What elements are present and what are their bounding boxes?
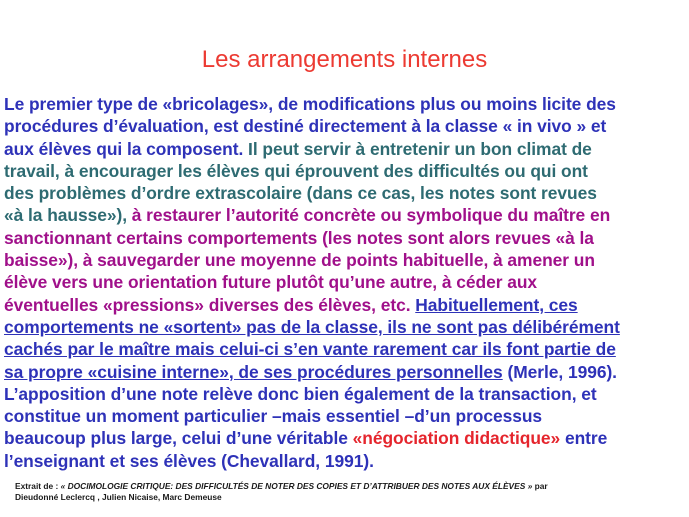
- body-line: [4, 338, 688, 360]
- text-segment: L’apposition d’une note relève donc bien également de la transaction, et: [4, 383, 597, 404]
- body-line: [4, 405, 688, 427]
- citation-par: par: [532, 481, 548, 491]
- text-segment: élève vers une orientation future plutôt qu’une autre, à céder aux: [4, 272, 538, 293]
- citation-line-1: [15, 481, 675, 492]
- body-line: [4, 160, 688, 182]
- text-segment: travail, à encourager les élèves qui éprouvent des difficultés ou qui ont: [4, 160, 588, 181]
- text-segment: «négociation didactique»: [352, 428, 561, 449]
- body-line: [4, 249, 688, 271]
- text-segment: Il peut servir à entretenir un bon climat de: [248, 138, 592, 159]
- text-segment: sanctionnant certains comportements (les notes sont alors revues «à la: [4, 227, 594, 248]
- text-segment: sa propre «cuisine interne», de ses procédures personnelles: [4, 361, 503, 382]
- text-segment: beaucoup plus large, celui d’une véritable: [4, 428, 353, 449]
- citation-source-title: « DOCIMOLOGIE CRITIQUE: DES DIFFICULTÉS DE NOTER DES COPIES ET D’ATTRIBUER DES NOTES AUX ÉLÈVES »: [60, 481, 533, 491]
- body-line: [4, 271, 688, 293]
- body-line: [4, 204, 688, 226]
- text-segment: l’enseignant et ses élèves (Chevallard, 1991).: [4, 450, 374, 471]
- text-segment: des problèmes d’ordre extrascolaire (dans ce cas, les notes sont revues: [4, 183, 597, 204]
- text-segment: (Merle, 1996).: [502, 361, 617, 382]
- citation-authors: Dieudonné Leclercq , Julien Nicaise, Marc Demeuse: [15, 492, 222, 502]
- citation-extract-label: Extrait de :: [15, 481, 61, 491]
- text-segment: constitue un moment particulier –mais essentiel –d’un processus: [4, 406, 543, 427]
- body-line: [4, 227, 688, 249]
- slide-title: Les arrangements internes: [201, 46, 488, 73]
- text-segment: à restaurer l’autorité concrète ou symbolique du maître en: [131, 205, 611, 226]
- text-segment: Habituellement, ces: [415, 294, 578, 315]
- body-line: [4, 316, 688, 338]
- text-segment: Le premier type de «bricolages», de modifications plus ou moins licite des: [4, 94, 616, 114]
- text-segment: cachés par le maître mais celui-ci s’en vante rarement car ils font partie de: [4, 339, 616, 360]
- body-line: [4, 294, 688, 316]
- text-segment: «à la hausse»),: [4, 205, 132, 226]
- body-line: [4, 93, 688, 115]
- body-line: [4, 361, 688, 383]
- body-line: [4, 427, 688, 449]
- text-segment: éventuelles «pressions» diverses des élèves, etc.: [4, 294, 416, 315]
- text-segment: baisse»), à sauvegarder une moyenne de points habituelle, à amener un: [4, 250, 595, 271]
- source-citation: [15, 481, 675, 503]
- body-line: [4, 115, 688, 137]
- body-line: [4, 182, 688, 204]
- text-segment: entre: [560, 428, 608, 449]
- body-line: [4, 138, 688, 160]
- body-line: [4, 383, 688, 405]
- text-segment: aux élèves qui la composent.: [4, 138, 249, 159]
- text-segment: comportements ne «sortent» pas de la classe, ils ne sont pas délibérément: [4, 316, 620, 337]
- slide-body-text: [4, 93, 688, 472]
- body-line: [4, 450, 688, 472]
- text-segment: procédures d’évaluation, est destiné directement à la classe « in vivo » et: [4, 116, 607, 137]
